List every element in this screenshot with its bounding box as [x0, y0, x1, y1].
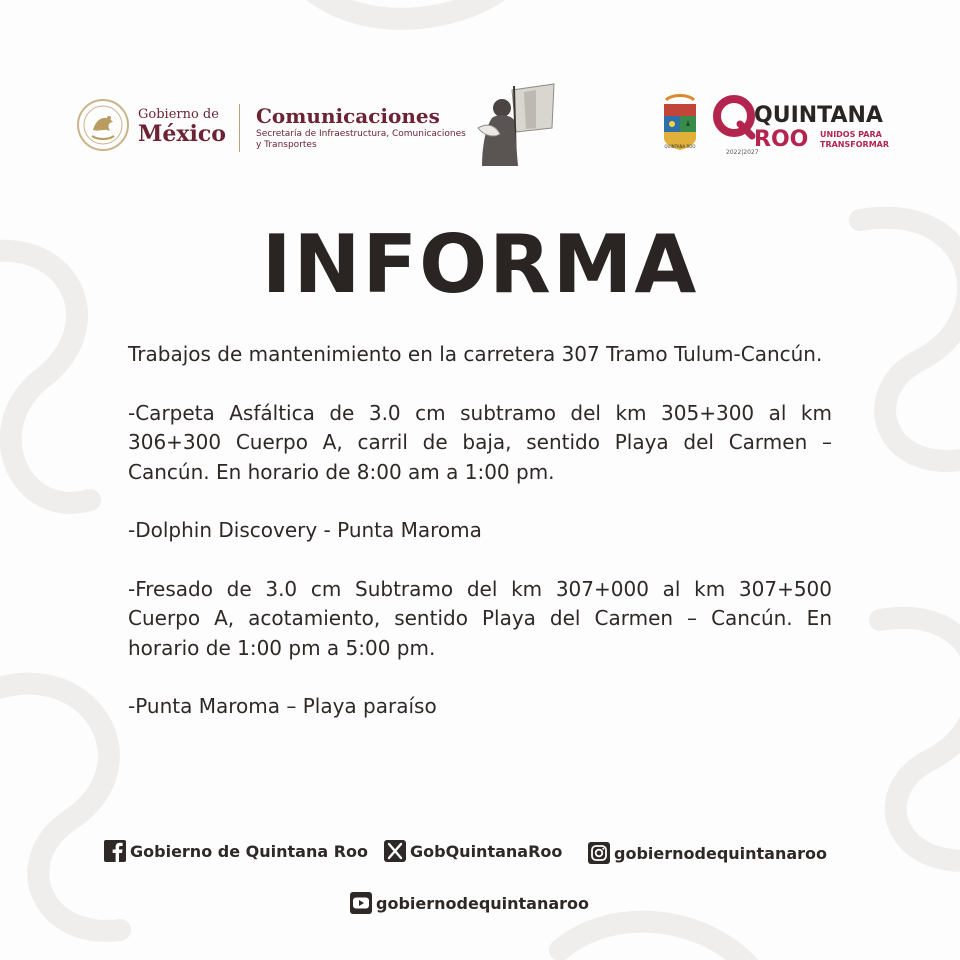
paragraph-route-1: -Dolphin Discovery - Punta Maroma — [128, 518, 482, 542]
qroo-years: 2022|2027 — [726, 149, 759, 156]
header-logos — [0, 78, 960, 174]
instagram-icon — [588, 842, 610, 864]
comunicaciones-subtitle: Secretaría de Infraestructura, Comunicaciones y Transportes — [256, 129, 466, 150]
social-facebook[interactable] — [104, 840, 368, 862]
x-label: GobQuintanaRoo — [410, 841, 563, 861]
tagline-line-2: TRANSFORMAR — [820, 140, 890, 149]
quintana-roo-logo — [712, 92, 892, 158]
comunicaciones-title: Comunicaciones — [256, 104, 440, 128]
heroine-flag-icon — [472, 82, 558, 168]
tagline-line-1: UNIDOS PARA — [820, 130, 882, 139]
instagram-label: gobiernodequintanaroo — [614, 843, 828, 863]
quintana-label: QUINTANA — [754, 103, 883, 128]
mexico-seal-icon — [76, 98, 130, 152]
social-youtube[interactable] — [350, 892, 589, 914]
youtube-label: gobiernodequintanaroo — [376, 893, 590, 913]
social-x[interactable] — [384, 840, 562, 862]
quintana-roo-seal-caption: QUINTANA ROO — [664, 144, 696, 149]
x-icon — [384, 840, 406, 862]
facebook-label: Gobierno de Quintana Roo — [130, 841, 369, 861]
social-instagram[interactable] — [588, 842, 827, 864]
page-title: INFORMA — [261, 218, 699, 311]
paragraph-fresado: -Fresado de 3.0 cm Subtramo del km 307+000 al km 307+500 Cuerpo A, acotamiento, sentido Playa del Carmen – Cancún. En horario de 1:00 pm a 5:00 pm. — [128, 576, 832, 660]
gobierno-de-mexico-logo — [138, 108, 226, 145]
facebook-icon — [104, 840, 126, 862]
gobierno-de-label: Gobierno de — [138, 107, 219, 122]
roo-label: ROO — [754, 127, 809, 152]
paragraph-carpeta-asfaltica: -Carpeta Asfáltica de 3.0 cm subtramo del km 305+300 al km 306+300 Cuerpo A, carril de baja, sentido Playa del Carmen – Cancún. En horario de 8:00 am a 1:00 pm. — [128, 400, 832, 484]
youtube-icon — [350, 892, 372, 914]
announcement-body — [128, 340, 832, 751]
paragraph-route-2: -Punta Maroma – Playa paraíso — [128, 694, 437, 718]
header-divider — [239, 104, 240, 152]
mexico-label: México — [138, 121, 226, 147]
comunicaciones-logo — [256, 106, 468, 151]
paragraph-intro: Trabajos de mantenimiento en la carretera 307 Tramo Tulum-Cancún. — [128, 342, 823, 366]
